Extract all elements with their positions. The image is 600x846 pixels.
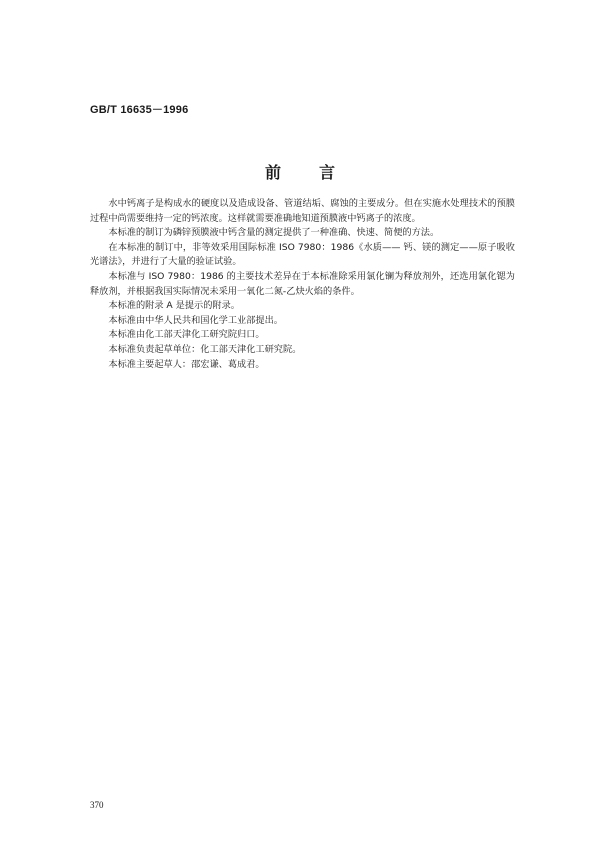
page-number: 370 — [90, 800, 104, 810]
paragraph: 本标准的附录 A 是提示的附录。 — [108, 300, 240, 312]
foreword-body — [90, 197, 515, 372]
paragraph: 本标准负责起草单位：化工部天津化工研究院。 — [108, 343, 302, 355]
page-title: 前言 — [264, 163, 373, 182]
paragraph: 本标准的制订为磷锌预膜液中钙含量的测定提供了一种准确、快速、简便的方法。 — [108, 227, 440, 239]
paragraph: 本标准由中华人民共和国化学工业部提出。 — [108, 314, 283, 326]
paragraph: 本标准由化工部天津化工研究院归口。 — [108, 329, 265, 341]
paragraph: 水中钙离子是构成水的硬度以及造成设备、管道结垢、腐蚀的主要成分。但在实施水处理技术的预膜过程中尚需要维持一定的钙浓度。这样就需要准确地知道预膜液中钙离子的浓度。 — [90, 198, 515, 224]
paragraph: 本标准与 ISO 7980：1986 的主要技术差异在于本标准除采用氯化镧为释放剂外，还选用氯化锶为释放剂，并根据我国实际情况未采用一氧化二氮-乙炔火焰的条件。 — [90, 270, 515, 297]
paragraph: 本标准主要起草人：邵宏谦、葛成君。 — [108, 358, 265, 370]
standard-code: GB/T 16635－1996 — [90, 104, 189, 116]
paragraph: 在本标准的制订中，非等效采用国际标准 ISO 7980：1986《水质—— 钙、镁的测定——原子吸收光谱法》，并进行了大量的验证试验。 — [90, 241, 515, 268]
